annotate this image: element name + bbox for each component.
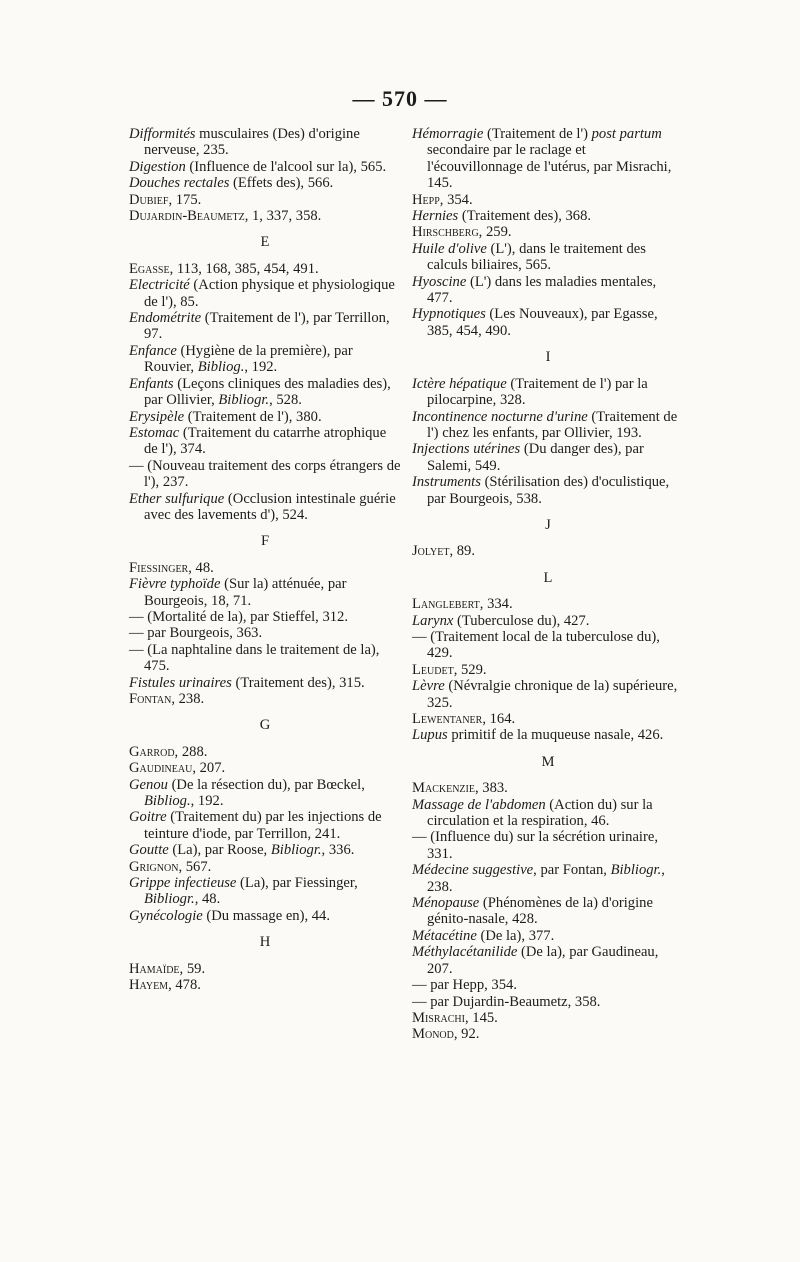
entry-text: (Du danger des), par Salemi, 549. (427, 441, 644, 474)
entry-author: Grignon (129, 858, 179, 875)
index-entry (412, 829, 684, 862)
entry-text: (Phénomènes de la) d'origine génito-nasale, 428. (427, 895, 653, 928)
entry-term: Grippe infectieuse (129, 875, 237, 892)
entry-text: (Traitement de l'), par Terrillon, 97. (144, 310, 390, 343)
index-entry (129, 491, 401, 524)
entry-term: Goutte (129, 842, 169, 859)
index-entry (412, 241, 684, 274)
entry-text: (L'), dans le traitement des calculs biliaires, 565. (427, 240, 646, 274)
index-entry (129, 908, 401, 924)
entry-term: Electricité (129, 277, 190, 294)
entry-text: , 238. (171, 691, 205, 707)
entry-author: Dubief (129, 191, 169, 208)
index-entry (412, 192, 684, 208)
index-entry (412, 376, 684, 409)
entry-text: , 145. (464, 1009, 498, 1026)
index-entry (412, 208, 684, 224)
entry-term: Fistules urinaires (129, 674, 232, 691)
entry-term: Douches rectales (129, 175, 230, 192)
entry-author: Mackenzie (412, 780, 475, 797)
index-entry (412, 274, 684, 307)
index-entry (412, 678, 684, 711)
index-entry (412, 629, 684, 662)
section-letter: E (260, 234, 270, 251)
entry-term: Instruments (412, 474, 481, 491)
index-column-right (412, 126, 684, 1043)
entry-author: Monod (412, 1026, 454, 1043)
index-entry (129, 961, 401, 977)
entry-author: Jolyet (412, 543, 450, 560)
index-entry (412, 711, 684, 727)
entry-term: Bibliog. (144, 793, 191, 810)
entry-term: Digestion (129, 158, 186, 175)
index-entry (412, 928, 684, 944)
index-entry (412, 613, 684, 629)
entry-term: Hypnotiques (412, 306, 486, 323)
entry-author: Hayem (129, 977, 169, 994)
entry-text: , 89. (449, 543, 475, 560)
entry-text: , 336. (321, 842, 355, 859)
section-letter: H (259, 934, 271, 951)
entry-text: , 567. (178, 858, 212, 875)
entry-text: (Effets des), 566. (229, 175, 334, 192)
index-entry (129, 576, 401, 609)
entry-term: Enfants (129, 375, 174, 392)
entry-text: (Stérilisation des) d'oculistique, par Bourgeois, 538. (427, 474, 670, 507)
index-column-left (129, 126, 401, 994)
entry-text: (Traitement de l'), 380. (184, 408, 322, 425)
entry-text: — (La naphtaline dans le traitement de la), 475. (129, 641, 380, 675)
entry-text: , 59. (179, 960, 206, 977)
entry-text: , 259. (478, 224, 512, 241)
entry-term: Massage de l'abdomen (412, 796, 546, 813)
section-letter: J (545, 516, 551, 533)
index-entry (412, 727, 684, 743)
entry-text: , 164. (482, 711, 516, 727)
index-entry (412, 662, 684, 678)
entry-term: Lupus (412, 727, 448, 744)
entry-text: (La), par Roose, (168, 842, 271, 859)
section-letter: F (260, 533, 270, 550)
entry-text: , 175. (168, 191, 202, 208)
entry-text: (Action du) sur la circulation et la respiration, 46. (427, 796, 653, 830)
entry-text: — par Hepp, 354. (412, 977, 517, 994)
entry-author: Gaudineau (129, 760, 193, 777)
entry-text: (Traitement des), 315. (231, 674, 365, 691)
entry-text: , 192. (244, 359, 278, 376)
entry-term: Ether sulfurique (129, 490, 225, 507)
section-letter: I (545, 349, 551, 366)
entry-author: Leudet (412, 661, 454, 678)
index-entry (412, 1026, 684, 1042)
index-entry (129, 261, 401, 277)
entry-text: (Sur la) atténuée, par Bourgeois, 18, 71. (144, 576, 347, 609)
index-entry (412, 895, 684, 928)
entry-term: Difformités (129, 126, 196, 142)
entry-text: , 238. (427, 862, 665, 895)
index-entry (412, 1010, 684, 1026)
entry-text: , 354. (439, 191, 473, 208)
entry-text: (Les Nouveaux), par Egasse, 385, 454, 490. (427, 306, 658, 339)
entry-text: (Traitement du catarrhe atrophique de l'), 374. (144, 424, 387, 458)
entry-text: secondaire par le raclage et l'écouvillonnage de l'utérus, par Misrachi, 145. (427, 142, 672, 192)
entry-text: musculaires (Des) d'origine nerveuse, 235. (144, 126, 360, 159)
index-entry (129, 642, 401, 675)
section-letter: M (541, 753, 555, 770)
index-entry (412, 306, 684, 339)
index-entry (412, 994, 684, 1010)
entry-text: , 1, 337, 358. (244, 208, 322, 225)
entry-text: — (Mortalité de la), par Stieffel, 312. (129, 608, 348, 625)
index-entry (412, 441, 684, 474)
entry-text: , 478. (168, 977, 201, 994)
entry-term: Erysipèle (129, 408, 185, 425)
entry-text: (Action physique et physiologique de l'), 85. (144, 277, 395, 310)
index-entry (129, 977, 401, 993)
index-entry (129, 376, 401, 409)
index-entry (129, 675, 401, 691)
index-entry (129, 842, 401, 858)
entry-text: (Traitement de l') chez les enfants, par Ollivier, 193. (427, 408, 678, 441)
entry-text: (Influence de l'alcool sur la), 565. (185, 158, 387, 175)
entry-term: Métacétine (412, 927, 477, 944)
entry-text: , 48. (194, 891, 221, 908)
entry-author: Fiessinger (129, 559, 189, 576)
entry-text: (Traitement de l') (483, 126, 592, 142)
entry-term: Hernies (412, 208, 459, 225)
entry-text: (Traitement du) par les injections de teinture d'iode, par Terrillon, 241. (144, 809, 382, 842)
entry-term: Hyoscine (412, 273, 467, 290)
entry-term: Endométrite (129, 310, 202, 327)
index-entry (412, 797, 684, 830)
index-entry (129, 859, 401, 875)
index-entry (129, 126, 401, 159)
index-entry (129, 875, 401, 908)
entry-text: , 113, 168, 385, 454, 491. (169, 260, 319, 277)
entry-term: Injections utérines (412, 441, 521, 458)
index-entry (129, 343, 401, 376)
entry-term: Méthylacétanilide (412, 944, 518, 961)
entry-author: Dujardin-Beaumetz (129, 208, 245, 225)
entry-text: (Occlusion intestinale guérie avec des lavements d'), 524. (144, 490, 396, 523)
index-entry (129, 310, 401, 343)
entry-text: , 383. (474, 780, 508, 797)
index-entry (129, 425, 401, 458)
index-entry (412, 126, 684, 192)
index-entry (129, 809, 401, 842)
entry-author: Egasse (129, 260, 170, 277)
entry-term: Bibliogr. (270, 842, 322, 859)
entry-term: Ménopause (412, 895, 480, 912)
entry-text: (De la), 377. (476, 927, 555, 944)
entry-text: (L') dans les maladies mentales, 477. (427, 273, 657, 307)
entry-text: (La), par Fiessinger, (236, 875, 358, 892)
entry-text: , 334. (479, 596, 513, 613)
entry-text: (De la), par Gaudineau, 207. (427, 944, 659, 977)
entry-text: (Traitement de l') par la pilocarpine, 328. (427, 375, 648, 409)
index-entry (129, 409, 401, 425)
entry-term: Bibliog. (197, 359, 245, 376)
entry-term: Larynx (412, 612, 454, 629)
entry-author: Lewentaner (412, 711, 483, 727)
entry-term: Lèvre (412, 678, 445, 695)
index-entry (129, 691, 401, 707)
index-entry (412, 977, 684, 993)
entry-text: , 207. (192, 760, 226, 777)
entry-term: Estomac (129, 424, 180, 441)
index-entry (129, 609, 401, 625)
index-entry (412, 780, 684, 796)
index-entry (412, 474, 684, 507)
entry-text: (Tuberculose du), 427. (453, 612, 590, 629)
index-entry (412, 862, 684, 895)
entry-term: Enfance (129, 342, 177, 359)
entry-author: Hepp (412, 191, 440, 208)
index-entry (412, 944, 684, 977)
entry-text: — par Dujardin-Beaumetz, 358. (412, 993, 601, 1010)
entry-text: , 92. (453, 1026, 480, 1043)
entry-text: (Leçons cliniques des maladies des), par Ollivier, (144, 375, 391, 409)
entry-text: (De la résection du), par Bœckel, (167, 776, 365, 793)
index-entry (129, 744, 401, 760)
entry-text: , 192. (190, 793, 224, 810)
index-entry (412, 409, 684, 442)
entry-text: , par Fontan, (533, 862, 611, 879)
index-entry (129, 560, 401, 576)
entry-text: (Traitement des), 368. (458, 208, 592, 225)
entry-author: Hirschberg (412, 224, 479, 241)
entry-term: Gynécologie (129, 907, 203, 924)
entry-text: , 528. (269, 392, 302, 409)
section-letter: G (259, 717, 271, 734)
index-entry (129, 625, 401, 641)
entry-text: — (Influence du) sur la sécrétion urinaire, 331. (412, 829, 658, 862)
entry-term: Bibliogr. (610, 862, 662, 879)
entry-term: Incontinence nocturne d'urine (412, 408, 588, 425)
entry-term: Bibliogr. (144, 891, 195, 908)
index-entry (129, 192, 401, 208)
index-entry (129, 159, 401, 175)
entry-author: Hamaïde (129, 960, 180, 977)
index-entry (412, 543, 684, 559)
index-entry (129, 760, 401, 776)
entry-text: , 48. (188, 559, 214, 576)
entry-term: Goitre (129, 809, 167, 826)
entry-author: Langlebert (412, 596, 480, 613)
index-entry (129, 175, 401, 191)
entry-text: — (Nouveau traitement des corps étrangers de l'), 237. (129, 457, 401, 491)
index-entry (129, 208, 401, 224)
index-entry (129, 277, 401, 310)
index-entry (412, 596, 684, 612)
entry-term: Huile d'olive (412, 240, 487, 257)
entry-text: , 529. (453, 661, 487, 678)
entry-text: — (Traitement local de la tuberculose du), 429. (412, 628, 660, 662)
entry-term: Fièvre typhoïde (129, 576, 221, 593)
entry-text: — par Bourgeois, 363. (129, 625, 263, 642)
section-letter: L (543, 569, 553, 586)
entry-term: post partum (591, 126, 662, 142)
entry-term: Médecine suggestive (412, 862, 534, 879)
entry-term: Bibliogr. (218, 392, 270, 409)
entry-author: Garrod (129, 743, 175, 760)
entry-text: (Hygiène de la première), par Rouvier, (144, 342, 353, 376)
entry-text: (Névralgie chronique de la) supérieure, 325. (427, 678, 678, 711)
index-entry (129, 458, 401, 491)
entry-term: Genou (129, 776, 168, 793)
entry-text: primitif de la muqueuse nasale, 426. (447, 727, 664, 744)
entry-term: Hémorragie (412, 126, 484, 142)
entry-author: Misrachi (412, 1009, 465, 1026)
page-number: — 570 — (352, 86, 448, 111)
index-entry (412, 224, 684, 240)
index-entry (129, 777, 401, 810)
entry-text: (Du massage en), 44. (202, 907, 331, 924)
entry-text: , 288. (174, 743, 208, 760)
entry-author: Fontan (129, 691, 172, 707)
entry-term: Ictère hépatique (412, 375, 507, 392)
